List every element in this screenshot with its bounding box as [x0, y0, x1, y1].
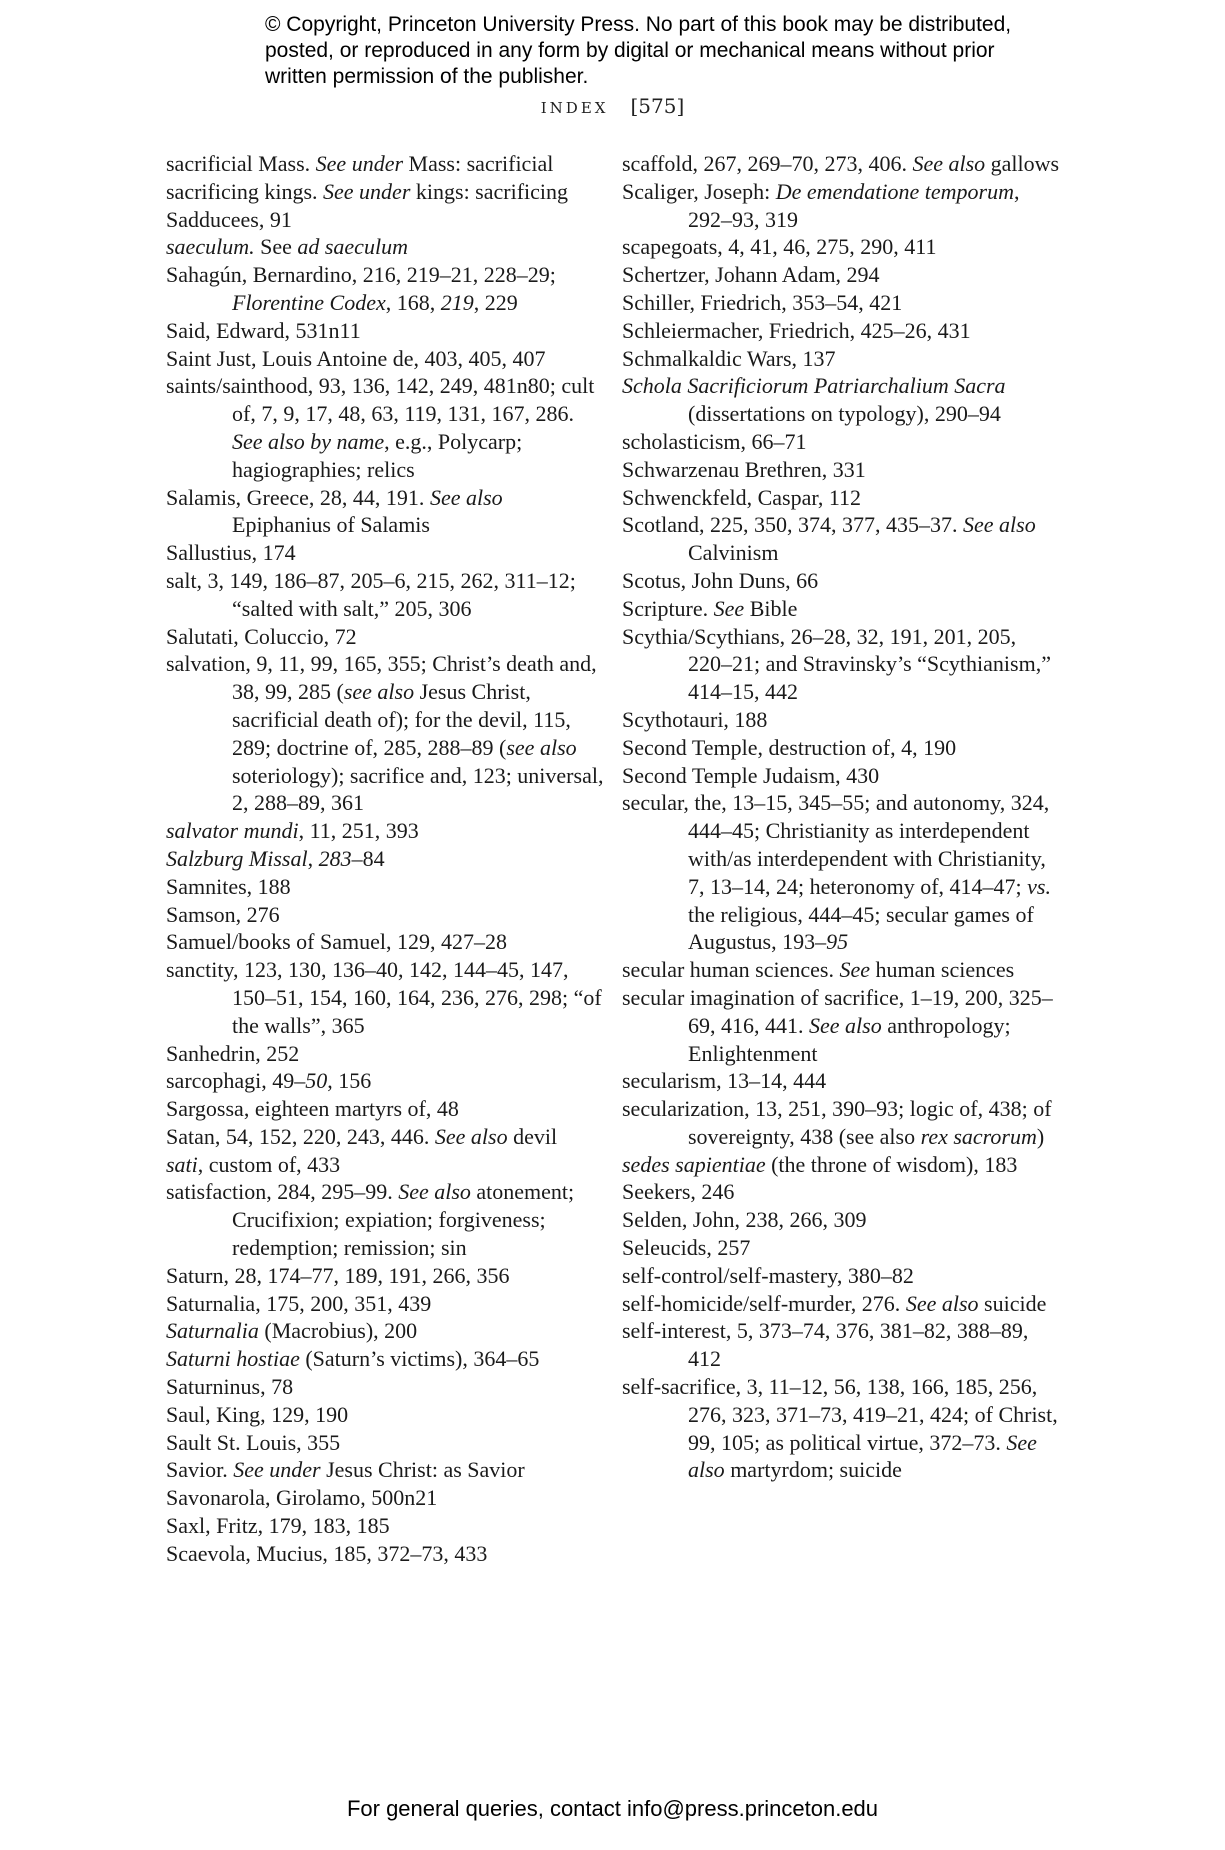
index-entry: scholasticism, 66–71 [622, 428, 807, 454]
index-entry: Salamis, Greece, 28, 44, 191. See also Epiphanius of Salamis [166, 484, 503, 538]
index-entry: Scythotauri, 188 [622, 706, 768, 732]
index-entry: secularism, 13–14, 444 [622, 1068, 827, 1094]
index-entry: secular, the, 13–15, 345–55; and autonomy, 324, 444–45; Christianity as interdependent with/as interdependent with Christianity, 7, 13–14, 24; heteronomy of, 414–47; vs. the religious, 444–45; secular games of Augustus, 193–95 [622, 790, 1051, 955]
index-entry: self-control/self-mastery, 380–82 [622, 1262, 914, 1288]
index-entry: sacrificing kings. See under kings: sacrificing [166, 178, 569, 204]
index-entry: Savior. See under Jesus Christ: as Savior [166, 1457, 525, 1483]
index-entry: sacrificial Mass. See under Mass: sacrificial [166, 151, 554, 176]
index-entry: Seekers, 246 [622, 1179, 735, 1205]
index-entry: Said, Edward, 531n11 [166, 317, 361, 343]
index-entry: saints/sainthood, 93, 136, 142, 249, 481n80; cult of, 7, 9, 17, 48, 63, 119, 131, 167, 286. See also by name, e.g., Polycarp; hagiographies; relics [166, 373, 595, 482]
index-entry: Satan, 54, 152, 220, 243, 446. See also devil [166, 1123, 558, 1149]
index-column-left [166, 150, 606, 1568]
index-entry: scapegoats, 4, 41, 46, 275, 290, 411 [622, 234, 937, 260]
index-entry: sati, custom of, 433 [166, 1151, 341, 1177]
index-entry: Saturni hostiae (Saturn’s victims), 364–65 [166, 1346, 540, 1372]
index-entry: Scythia/Scythians, 26–28, 32, 191, 201, 205, 220–21; and Stravinsky’s “Scythianism,” 414–15, 442 [622, 623, 1051, 705]
index-entry: salvator mundi, 11, 251, 393 [166, 818, 419, 844]
index-entry: Sault St. Louis, 355 [166, 1429, 341, 1455]
index-entry: Scotland, 225, 350, 374, 377, 435–37. See also Calvinism [622, 512, 1036, 566]
index-entry: Schleiermacher, Friedrich, 425–26, 431 [622, 317, 971, 343]
page-number: [575] [630, 94, 685, 118]
index-entry: Schmalkaldic Wars, 137 [622, 345, 836, 371]
running-head [0, 94, 1225, 118]
index-entry: self-homicide/self-murder, 276. See also suicide [622, 1290, 1047, 1316]
index-entry: Saul, King, 129, 190 [166, 1401, 349, 1427]
index-entry: Savonarola, Girolamo, 500n21 [166, 1485, 438, 1511]
index-entry: scaffold, 267, 269–70, 273, 406. See also gallows [622, 151, 1060, 176]
index-entry: secular human sciences. See human sciences [622, 957, 1015, 983]
index-column-right [622, 150, 1062, 1484]
index-entry: Samuel/books of Samuel, 129, 427–28 [166, 929, 507, 955]
index-entry: sarcophagi, 49–50, 156 [166, 1068, 372, 1094]
index-entry: Sargossa, eighteen martyrs of, 48 [166, 1096, 459, 1122]
index-entry: Sahagún, Bernardino, 216, 219–21, 228–29; Florentine Codex, 168, 219, 229 [166, 262, 556, 315]
index-entry: salvation, 9, 11, 99, 165, 355; Christ’s death and, 38, 99, 285 (see also Jesus Christ, sacrificial death of); for the devil, 115, 289; doctrine of, 285, 288–89 (see also soteriology); sacrifice and, 123; universal, 2, 288–89, 361 [166, 651, 604, 816]
index-entry: Selden, John, 238, 266, 309 [622, 1207, 867, 1233]
index-entry: Scaliger, Joseph: De emendatione temporum, 292–93, 319 [622, 178, 1020, 232]
index-entry: Samnites, 188 [166, 873, 291, 899]
index-entry: Scaevola, Mucius, 185, 372–73, 433 [166, 1540, 488, 1566]
index-entry: Salutati, Coluccio, 72 [166, 623, 357, 649]
index-entry: secular imagination of sacrifice, 1–19, 200, 325–69, 416, 441. See also anthropology; Enlightenment [622, 984, 1053, 1066]
running-head-label: INDEX [540, 99, 609, 117]
index-entry: Second Temple, destruction of, 4, 190 [622, 734, 957, 760]
index-entry: Saturnalia, 175, 200, 351, 439 [166, 1290, 432, 1316]
copyright-notice: © Copyright, Princeton University Press. No part of this book may be distributed, posted, or reproduced in any form by digital or mechanical means without prior written permission of the publisher. [265, 13, 1012, 88]
index-entry: sanctity, 123, 130, 136–40, 142, 144–45, 147, 150–51, 154, 160, 164, 236, 276, 298; “of the walls”, 365 [166, 957, 602, 1038]
index-entry: Saint Just, Louis Antoine de, 403, 405, 407 [166, 345, 546, 371]
index-entry: saeculum. See ad saeculum [166, 234, 408, 260]
footer-contact: For general queries, contact info@press.princeton.edu [346, 1796, 879, 1821]
index-entry: self-interest, 5, 373–74, 376, 381–82, 388–89, 412 [622, 1318, 1029, 1372]
index-entry: Saxl, Fritz, 179, 183, 185 [166, 1513, 390, 1539]
index-entry: self-sacrifice, 3, 11–12, 56, 138, 166, 185, 256, 276, 323, 371–73, 419–21, 424; of Christ, 99, 105; as political virtue, 372–73. See also martyrdom; suicide [622, 1374, 1058, 1483]
index-entry: satisfaction, 284, 295–99. See also atonement; Crucifixion; expiation; forgiveness; redemption; remission; sin [166, 1179, 575, 1261]
index-entry: Samson, 276 [166, 901, 280, 927]
index-entry: Scotus, John Duns, 66 [622, 567, 819, 593]
index-entry: Schola Sacrificiorum Patriarchalium Sacra (dissertations on typology), 290–94 [622, 373, 1006, 427]
index-entry: Sanhedrin, 252 [166, 1040, 300, 1066]
index-entry: Saturnalia (Macrobius), 200 [166, 1318, 418, 1344]
index-entry: Seleucids, 257 [622, 1235, 751, 1261]
index-entry: Sallustius, 174 [166, 540, 296, 566]
index-entry: Sadducees, 91 [166, 206, 292, 232]
index-entry: Scripture. See Bible [622, 595, 798, 621]
index-entry: Schwarzenau Brethren, 331 [622, 456, 866, 482]
index-entry: secularization, 13, 251, 390–93; logic of, 438; of sovereignty, 438 (see also rex sacrorum) [622, 1096, 1052, 1149]
index-entry: sedes sapientiae (the throne of wisdom), 183 [622, 1151, 1018, 1177]
index-entry: Second Temple Judaism, 430 [622, 762, 880, 788]
index-entry: Schertzer, Johann Adam, 294 [622, 262, 880, 288]
index-entry: Saturn, 28, 174–77, 189, 191, 266, 356 [166, 1262, 510, 1288]
index-entry: Schiller, Friedrich, 353–54, 421 [622, 289, 903, 315]
index-entry: Salzburg Missal, 283–84 [166, 845, 385, 871]
index-entry: Saturninus, 78 [166, 1374, 294, 1400]
index-entry: Schwenckfeld, Caspar, 112 [622, 484, 862, 510]
index-entry: salt, 3, 149, 186–87, 205–6, 215, 262, 311–12; “salted with salt,” 205, 306 [166, 567, 576, 621]
